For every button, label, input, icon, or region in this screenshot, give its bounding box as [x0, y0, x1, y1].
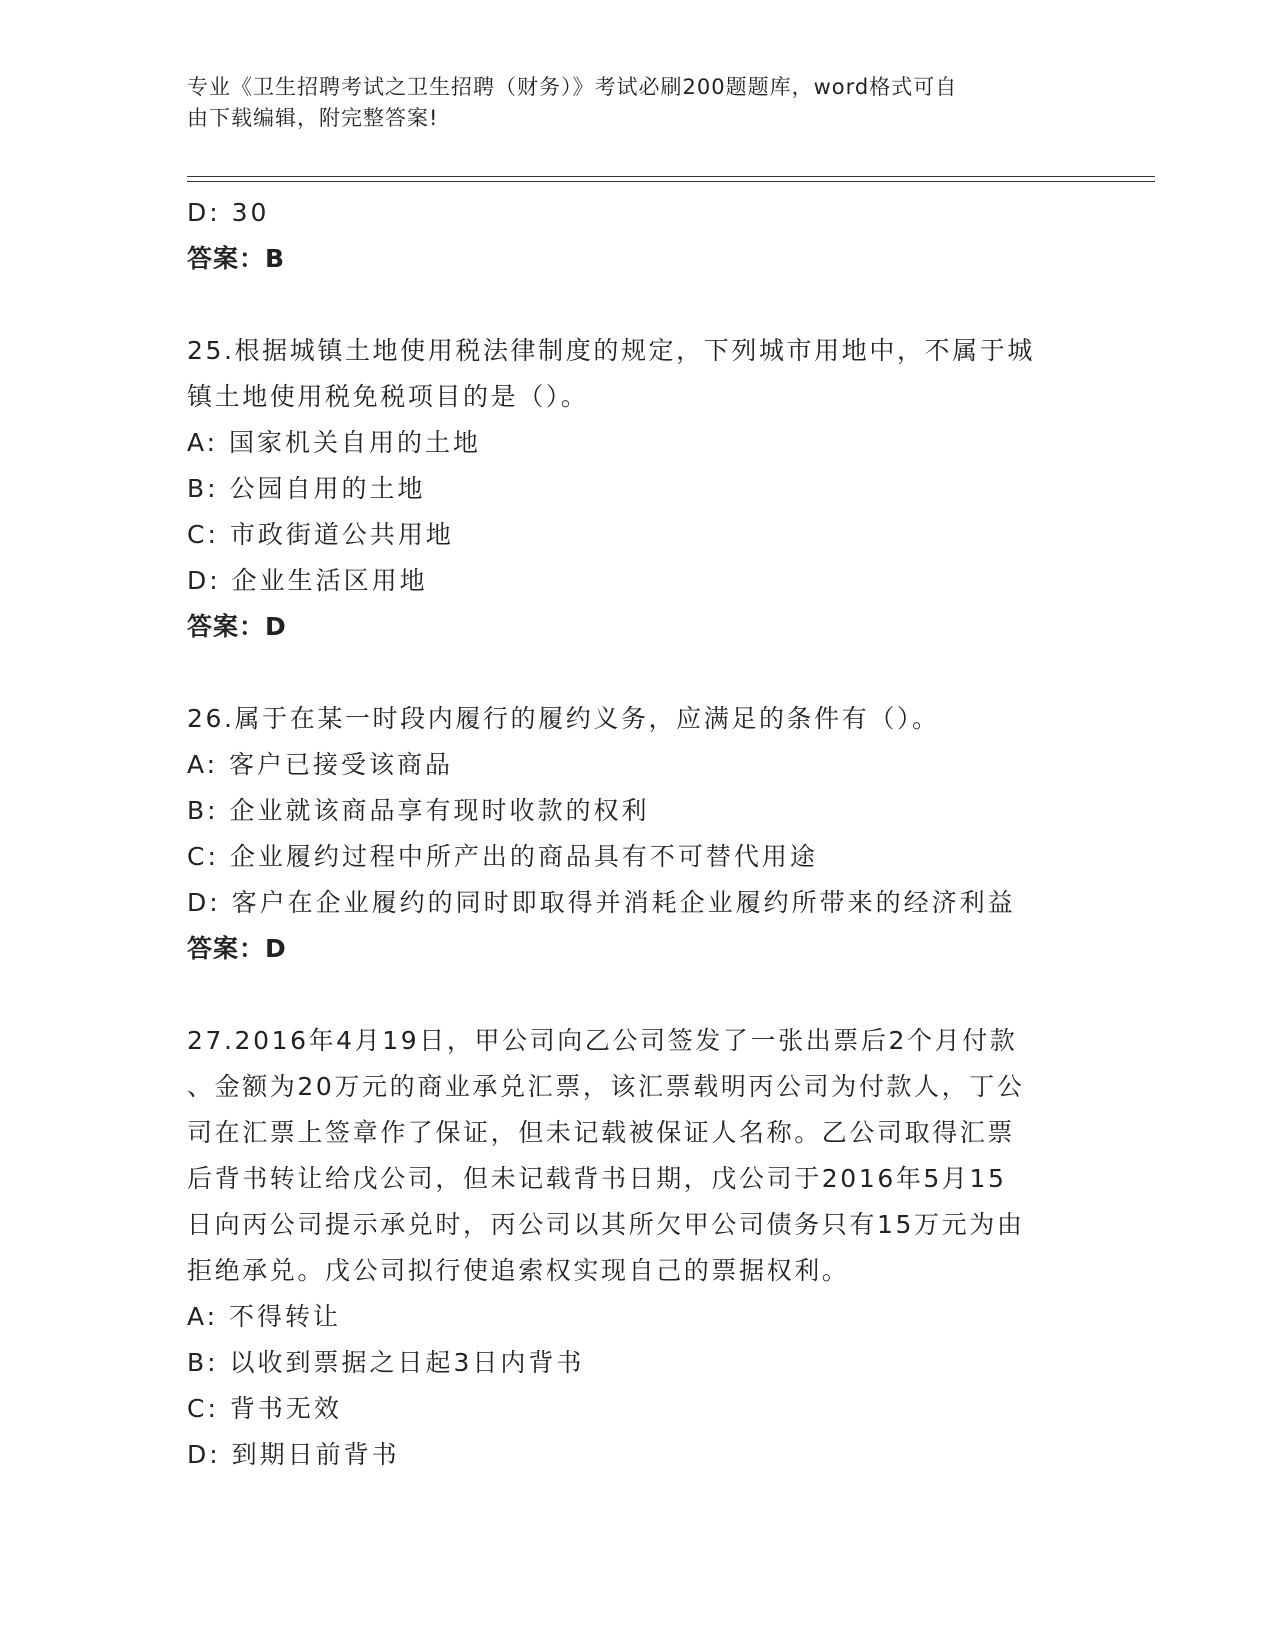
- option-d: D: 客户在企业履约的同时即取得并消耗企业履约所带来的经济利益: [187, 888, 1016, 917]
- header-line-2: 由下载编辑，附完整答案!: [187, 106, 439, 130]
- header-line-1: 专业《卫生招聘考试之卫生招聘（财务）》考试必刷200题题库，word格式可自: [187, 75, 958, 99]
- spacer: [187, 282, 1087, 328]
- question-stem-line: 25.根据城镇土地使用税法律制度的规定，下列城市用地中，不属于城: [187, 336, 1035, 365]
- question-25: [187, 328, 1087, 650]
- question-26: [187, 696, 1087, 972]
- question-stem-line: 拒绝承兑。戊公司拟行使追索权实现自己的票据权利。: [187, 1256, 850, 1285]
- option-a: A: 国家机关自用的土地: [187, 428, 482, 457]
- question-stem-line: 日向丙公司提示承兑时，丙公司以其所欠甲公司债务只有15万元为由: [187, 1210, 1025, 1239]
- option-c: C: 市政街道公共用地: [187, 520, 454, 549]
- question-stem-line: 、金额为20万元的商业承兑汇票，该汇票载明丙公司为付款人，丁公: [187, 1072, 1025, 1101]
- header-rule-bottom: [187, 181, 1155, 182]
- question-stem-line: 26.属于在某一时段内履行的履约义务，应满足的条件有（）。: [187, 704, 940, 733]
- prev-option-d: D: 30: [187, 198, 270, 227]
- page-header: [187, 72, 1067, 134]
- question-stem-line: 镇土地使用税免税项目的是（）。: [187, 382, 589, 411]
- option-d: D: 到期日前背书: [187, 1440, 400, 1469]
- question-stem-line: 27.2016年4月19日，甲公司向乙公司签发了一张出票后2个月付款: [187, 1026, 1018, 1055]
- option-b: B: 以收到票据之日起3日内背书: [187, 1348, 585, 1377]
- option-d: D: 企业生活区用地: [187, 566, 428, 595]
- option-c: C: 企业履约过程中所产出的商品具有不可替代用途: [187, 842, 818, 871]
- answer: 答案：D: [187, 934, 287, 963]
- question-stem-line: 司在汇票上签章作了保证，但未记载被保证人名称。乙公司取得汇票: [187, 1118, 1016, 1147]
- option-c: C: 背书无效: [187, 1394, 342, 1423]
- answer: 答案：D: [187, 612, 287, 641]
- question-stem-line: 后背书转让给戊公司，但未记载背书日期，戊公司于2016年5月15: [187, 1164, 1007, 1193]
- spacer: [187, 650, 1087, 696]
- option-b: B: 公园自用的土地: [187, 474, 426, 503]
- option-b: B: 企业就该商品享有现时收款的权利: [187, 796, 650, 825]
- question-27: [187, 1018, 1087, 1478]
- spacer: [187, 972, 1087, 1018]
- option-a: A: 客户已接受该商品: [187, 750, 454, 779]
- header-rule-top: [187, 176, 1155, 177]
- option-a: A: 不得转让: [187, 1302, 342, 1331]
- document-content: [187, 190, 1087, 1478]
- prev-answer: 答案：B: [187, 244, 286, 273]
